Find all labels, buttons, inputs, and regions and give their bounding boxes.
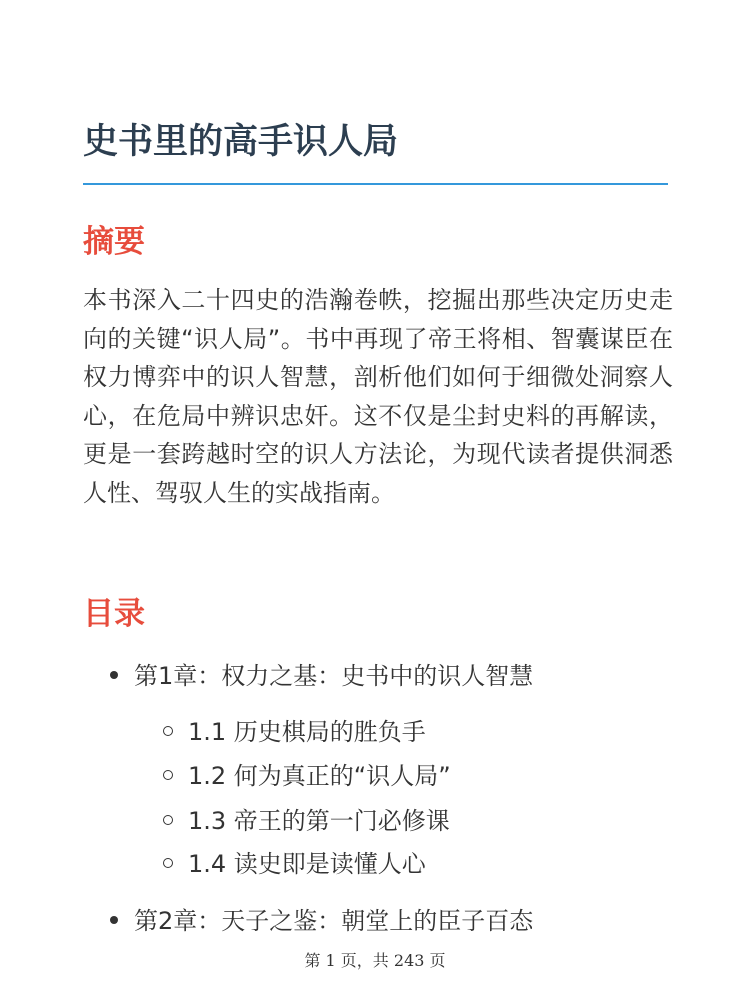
toc-section-label: 1.1 历史棋局的胜负手 — [188, 718, 426, 746]
toc-heading: 目录 — [83, 596, 145, 632]
document-title: 史书里的高手识人局 — [83, 122, 399, 162]
toc-chapter-label: 第2章：天子之鉴：朝堂上的臣子百态 — [134, 907, 534, 935]
bullet-circle-icon — [163, 770, 173, 780]
toc-section-label: 1.2 何为真正的“识人局” — [188, 762, 451, 790]
title-divider — [83, 183, 668, 185]
toc-section-1-1 — [163, 715, 426, 749]
toc-section-1-2 — [163, 759, 451, 793]
toc-section-1-4 — [163, 847, 426, 881]
toc-chapter-2 — [110, 904, 533, 938]
bullet-circle-icon — [163, 726, 173, 736]
toc-section-label: 1.4 读史即是读懂人心 — [188, 850, 426, 878]
summary-paragraph: 本书深入二十四史的浩瀚卷帙，挖掘出那些决定历史走向的关键“识人局”。书中再现了帝王将相、智囊谋臣在权力博弈中的识人智慧，剖析他们如何于细微处洞察人心，在危局中辨识忠奸。这不仅是尘封史料的再解读，更是一套跨越时空的识人方法论，为现代读者提供洞悉人性、驾驭人生的实战指南。 — [83, 286, 673, 507]
toc-section-1-3 — [163, 804, 450, 838]
toc-section-label: 1.3 帝王的第一门必修课 — [188, 807, 450, 835]
toc-chapter-label: 第1章：权力之基：史书中的识人智慧 — [134, 662, 534, 690]
bullet-dot-icon — [110, 916, 118, 924]
page-number-footer: 第 1 页，共 243 页 — [304, 951, 446, 970]
bullet-dot-icon — [110, 671, 118, 679]
toc-chapter-1 — [110, 659, 533, 693]
bullet-circle-icon — [163, 815, 173, 825]
summary-heading: 摘要 — [83, 224, 145, 260]
bullet-circle-icon — [163, 858, 173, 868]
